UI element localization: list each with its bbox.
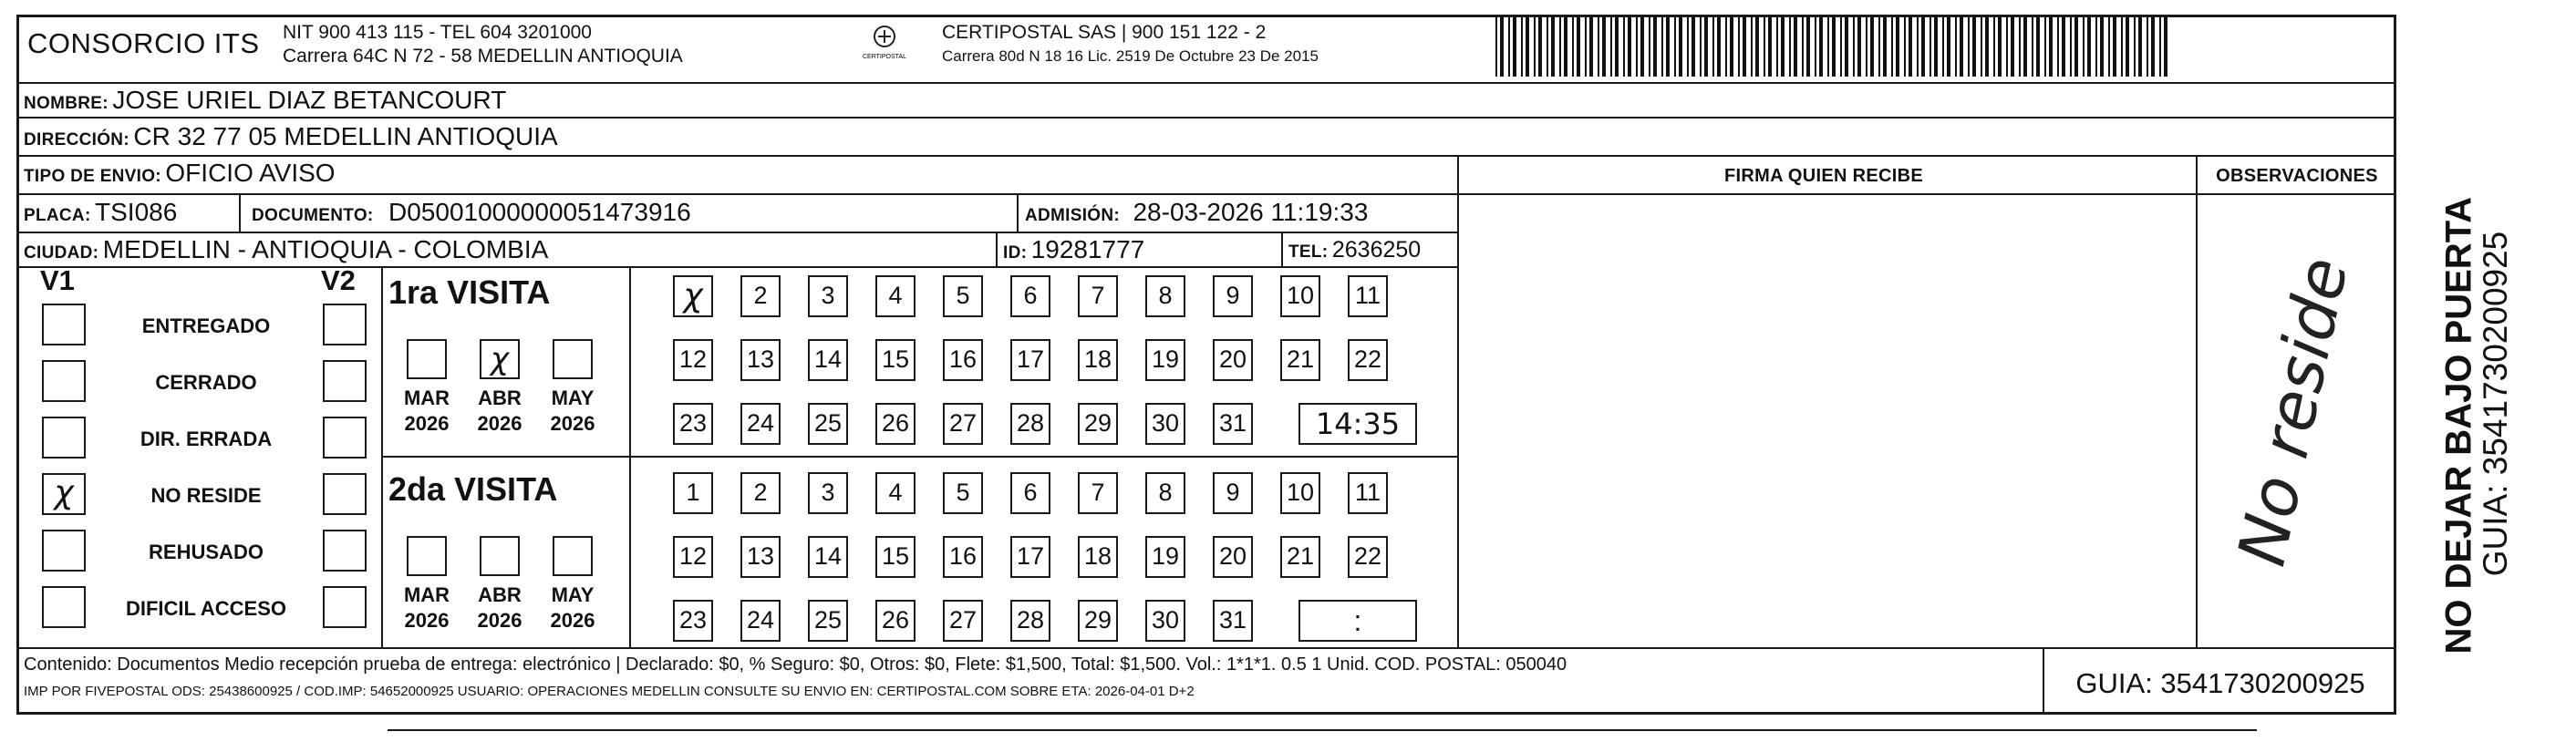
day-box[interactable] [1348, 339, 1388, 381]
day-number: 6 [1023, 282, 1038, 309]
day-number: 16 [948, 345, 978, 373]
logo-text: CERTIPOSTAL [863, 54, 906, 60]
day-box[interactable] [1010, 403, 1050, 445]
footer-contenido: Contenido: Documentos Medio recepción prueba de entrega: electrónico | Declarado: $0, % Seguro: $0, Otros: $0, Flete: $1,500, Total: $1,500. Vol.: 1*1*1. 0.5 1 Unid. COD. POSTAL: 050040 [24, 654, 1567, 675]
day-box[interactable] [1078, 472, 1118, 514]
check-mark-icon: χ [490, 341, 510, 377]
day-number: 5 [956, 479, 970, 506]
status-label: CERRADO [155, 371, 257, 394]
day-box[interactable] [808, 536, 848, 578]
day-box[interactable] [1145, 339, 1185, 381]
month-checkbox[interactable] [553, 339, 593, 379]
day-box[interactable] [1213, 600, 1253, 642]
day-box[interactable] [875, 339, 916, 381]
day-box[interactable] [808, 339, 848, 381]
v1-checkbox[interactable] [42, 417, 86, 459]
day-number: 12 [678, 542, 708, 570]
day-number: 12 [678, 345, 708, 373]
certipostal-logo [862, 22, 907, 67]
day-box[interactable] [1078, 339, 1118, 381]
day-number: 17 [1016, 542, 1045, 570]
day-box[interactable] [673, 403, 713, 445]
day-number: 7 [1091, 479, 1105, 506]
tel-value: 2636250 [1331, 237, 1422, 263]
month-label: ABR [478, 583, 522, 606]
ciudad-label: CIUDAD: [24, 243, 99, 263]
day-box[interactable] [943, 275, 983, 317]
day-box[interactable] [1010, 275, 1050, 317]
time-box[interactable] [1298, 600, 1417, 642]
day-number: 20 [1218, 345, 1247, 373]
ciudad-field [24, 235, 548, 264]
day-box[interactable] [1078, 536, 1118, 578]
day-box[interactable] [1280, 472, 1320, 514]
day-box[interactable] [1348, 275, 1388, 317]
documento-label: DOCUMENTO: [252, 206, 374, 225]
day-number: 19 [1151, 542, 1180, 570]
day-box[interactable] [1145, 472, 1185, 514]
day-number: 27 [948, 606, 978, 634]
v1-checkbox[interactable] [42, 360, 86, 402]
id-value: 19281777 [1030, 235, 1145, 263]
admision-field [1025, 198, 1368, 227]
placa-value: TSI086 [95, 198, 178, 226]
day-box[interactable] [1145, 536, 1185, 578]
month-label: MAR [403, 583, 450, 606]
day-box[interactable] [740, 472, 781, 514]
day-number: 15 [881, 542, 910, 570]
day-number: 25 [813, 606, 843, 634]
visit-title: 2da VISITA [388, 470, 558, 508]
month-checkbox[interactable] [407, 536, 447, 576]
day-number: 15 [881, 345, 910, 373]
day-number: 8 [1158, 479, 1173, 506]
day-number: 17 [1016, 345, 1045, 373]
day-box[interactable] [1348, 536, 1388, 578]
v2-checkbox[interactable] [323, 586, 367, 628]
day-box[interactable] [1010, 472, 1050, 514]
carrier-address: Carrera 80d N 18 16 Lic. 2519 De Octubre 23 De 2015 [942, 47, 1319, 65]
day-box[interactable] [808, 403, 848, 445]
day-box[interactable] [1078, 275, 1118, 317]
day-box[interactable] [1078, 600, 1118, 642]
day-box[interactable] [1145, 275, 1185, 317]
ciudad-value: MEDELLIN - ANTIOQUIA - COLOMBIA [102, 235, 549, 263]
year-label: 2026 [404, 609, 450, 632]
day-box[interactable] [673, 472, 713, 514]
day-box[interactable] [673, 600, 713, 642]
day-box[interactable] [943, 536, 983, 578]
admision-label: ADMISIÓN: [1025, 206, 1121, 225]
day-number: 19 [1151, 345, 1180, 373]
day-box[interactable] [673, 536, 713, 578]
day-number: 31 [1218, 409, 1247, 437]
month-checkbox[interactable] [553, 536, 593, 576]
day-box[interactable] [1280, 536, 1320, 578]
day-number: 27 [948, 409, 978, 437]
documento-field [252, 198, 691, 227]
barcode [1495, 16, 2170, 77]
status-label: ENTREGADO [141, 314, 271, 337]
tel-field [1288, 237, 1421, 263]
v1-checkbox[interactable] [42, 586, 86, 628]
day-box[interactable] [943, 339, 983, 381]
day-number: 28 [1016, 606, 1045, 634]
nombre-row [24, 86, 506, 115]
day-box[interactable] [673, 275, 713, 317]
month-label: MAR [403, 386, 450, 409]
day-number: 30 [1151, 409, 1180, 437]
day-number: 11 [1354, 282, 1381, 309]
day-number: 10 [1286, 282, 1315, 309]
year-label: 2026 [550, 609, 595, 632]
day-number: 21 [1286, 345, 1315, 373]
day-box[interactable] [808, 472, 848, 514]
documento-value: D05001000000051473916 [388, 198, 691, 226]
v2-checkbox[interactable] [323, 360, 367, 402]
v2-checkbox[interactable] [323, 530, 367, 572]
year-label: 2026 [550, 412, 595, 435]
time-value: 14:35 [1315, 407, 1401, 441]
check-mark-icon: χ [683, 277, 703, 314]
day-number: 29 [1083, 409, 1112, 437]
day-box[interactable] [1213, 403, 1253, 445]
id-field [1003, 235, 1144, 264]
status-label: NO RESIDE [150, 484, 262, 507]
day-box[interactable] [1213, 472, 1253, 514]
day-number: 1 [686, 479, 700, 506]
day-number: 5 [956, 282, 970, 309]
day-number: 8 [1158, 282, 1173, 309]
month-checkbox[interactable] [480, 536, 520, 576]
v2-checkbox[interactable] [323, 417, 367, 459]
day-number: 28 [1016, 409, 1045, 437]
time-box[interactable] [1298, 403, 1417, 445]
day-number: 7 [1091, 282, 1105, 309]
observaciones-label: OBSERVACIONES [2216, 166, 2378, 186]
v2-checkbox[interactable] [323, 473, 367, 515]
firma-label: FIRMA QUIEN RECIBE [1724, 166, 1923, 186]
day-box[interactable] [875, 600, 916, 642]
placa-label: PLACA: [24, 206, 91, 225]
day-box[interactable] [740, 275, 781, 317]
admision-value: 28-03-2026 11:19:33 [1133, 198, 1369, 226]
year-label: 2026 [477, 412, 522, 435]
day-box[interactable] [808, 275, 848, 317]
day-number: 3 [821, 479, 835, 506]
check-mark-icon: χ [54, 474, 74, 511]
day-box[interactable] [673, 339, 713, 381]
year-label: 2026 [404, 412, 450, 435]
day-number: 18 [1083, 542, 1112, 570]
status-label: DIR. ERRADA [140, 428, 273, 450]
company-name: CONSORCIO ITS [27, 27, 260, 59]
status-label: DIFICIL ACCESO [125, 597, 286, 620]
day-box[interactable] [1145, 403, 1185, 445]
day-number: 20 [1218, 542, 1247, 570]
day-number: 23 [678, 409, 708, 437]
day-number: 14 [813, 345, 843, 373]
day-number: 29 [1083, 606, 1112, 634]
v1-checkbox[interactable] [42, 530, 86, 572]
month-checkbox[interactable] [480, 339, 520, 379]
month-checkbox[interactable] [407, 339, 447, 379]
time-value: : [1353, 604, 1362, 637]
id-label: ID: [1003, 243, 1028, 263]
tipo-label: TIPO DE ENVIO: [24, 167, 161, 186]
day-number: 22 [1353, 345, 1382, 373]
day-number: 18 [1083, 345, 1112, 373]
day-box[interactable] [875, 275, 916, 317]
month-label: MAY [551, 386, 595, 409]
day-box[interactable] [1213, 275, 1253, 317]
day-number: 2 [753, 479, 768, 506]
day-number: 4 [888, 282, 903, 309]
day-number: 30 [1151, 606, 1180, 634]
day-box[interactable] [740, 339, 781, 381]
day-box[interactable] [1280, 339, 1320, 381]
day-number: 26 [881, 409, 910, 437]
day-number: 2 [753, 282, 768, 309]
day-number: 24 [746, 606, 775, 634]
direccion-label: DIRECCIÓN: [24, 130, 129, 149]
day-box[interactable] [740, 403, 781, 445]
footer-imp: IMP POR FIVEPOSTAL ODS: 25438600925 / COD.IMP: 54652000925 USUARIO: OPERACIONES MEDELLIN CONSULTE SU ENVIO EN: CERTIPOSTAL.COM SOBRE ETA: 2026-04-01 D+2 [24, 684, 1195, 699]
side-no-dejar: NO DEJAR BAJO PUERTA [2438, 196, 2479, 654]
nombre-value: JOSE URIEL DIAZ BETANCOURT [112, 86, 507, 114]
direccion-value: CR 32 77 05 MEDELLIN ANTIOQUIA [133, 122, 558, 150]
tel-label: TEL: [1288, 242, 1329, 262]
day-box[interactable] [740, 536, 781, 578]
day-box[interactable] [1010, 600, 1050, 642]
day-box[interactable] [1213, 339, 1253, 381]
day-number: 13 [746, 345, 775, 373]
day-box[interactable] [1280, 275, 1320, 317]
day-number: 11 [1354, 479, 1381, 506]
v1-label: V1 [40, 264, 75, 296]
month-label: MAY [551, 583, 595, 606]
day-number: 24 [746, 409, 775, 437]
day-number: 23 [678, 606, 708, 634]
v1-checkbox[interactable] [42, 304, 86, 345]
status-label: REHUSADO [149, 541, 264, 563]
tipo-row [24, 159, 336, 188]
day-box[interactable] [808, 600, 848, 642]
day-box[interactable] [943, 472, 983, 514]
footer-guia: GUIA: 3541730200925 [2075, 667, 2365, 699]
day-number: 9 [1226, 479, 1240, 506]
day-box[interactable] [1348, 472, 1388, 514]
day-box[interactable] [1010, 339, 1050, 381]
placa-field [24, 198, 177, 227]
day-number: 9 [1226, 282, 1240, 309]
day-number: 26 [881, 606, 910, 634]
visit-title: 1ra VISITA [388, 273, 551, 311]
day-number: 4 [888, 479, 903, 506]
day-number: 3 [821, 282, 835, 309]
tipo-value: OFICIO AVISO [165, 159, 336, 187]
day-box[interactable] [875, 536, 916, 578]
day-number: 31 [1218, 606, 1247, 634]
day-number: 22 [1353, 542, 1382, 570]
year-label: 2026 [477, 609, 522, 632]
observaciones-handwriting: No reside [2222, 251, 2364, 572]
day-number: 14 [813, 542, 843, 570]
day-box[interactable] [1213, 536, 1253, 578]
carrier-name: CERTIPOSTAL SAS | 900 151 122 - 2 [942, 22, 1267, 43]
direccion-row [24, 122, 558, 151]
company-address: Carrera 64C N 72 - 58 MEDELLIN ANTIOQUIA [283, 46, 683, 67]
day-number: 21 [1286, 542, 1315, 570]
nombre-label: NOMBRE: [24, 94, 109, 113]
day-number: 25 [813, 409, 843, 437]
side-guia: GUIA: 3541730200925 [2477, 231, 2514, 577]
day-box[interactable] [740, 600, 781, 642]
day-box[interactable] [1010, 536, 1050, 578]
day-number: 10 [1286, 479, 1315, 506]
day-box[interactable] [1078, 403, 1118, 445]
day-number: 13 [746, 542, 775, 570]
month-label: ABR [478, 386, 522, 409]
day-box[interactable] [1145, 600, 1185, 642]
day-number: 6 [1023, 479, 1038, 506]
day-number: 16 [948, 542, 978, 570]
day-box[interactable] [875, 403, 916, 445]
company-nit: NIT 900 413 115 - TEL 604 3201000 [283, 22, 592, 43]
v1-checkbox[interactable] [42, 473, 86, 515]
day-box[interactable] [943, 600, 983, 642]
day-box[interactable] [875, 472, 916, 514]
v2-label: V2 [321, 264, 356, 296]
day-box[interactable] [943, 403, 983, 445]
guide-frame [16, 15, 2396, 715]
v2-checkbox[interactable] [323, 304, 367, 345]
